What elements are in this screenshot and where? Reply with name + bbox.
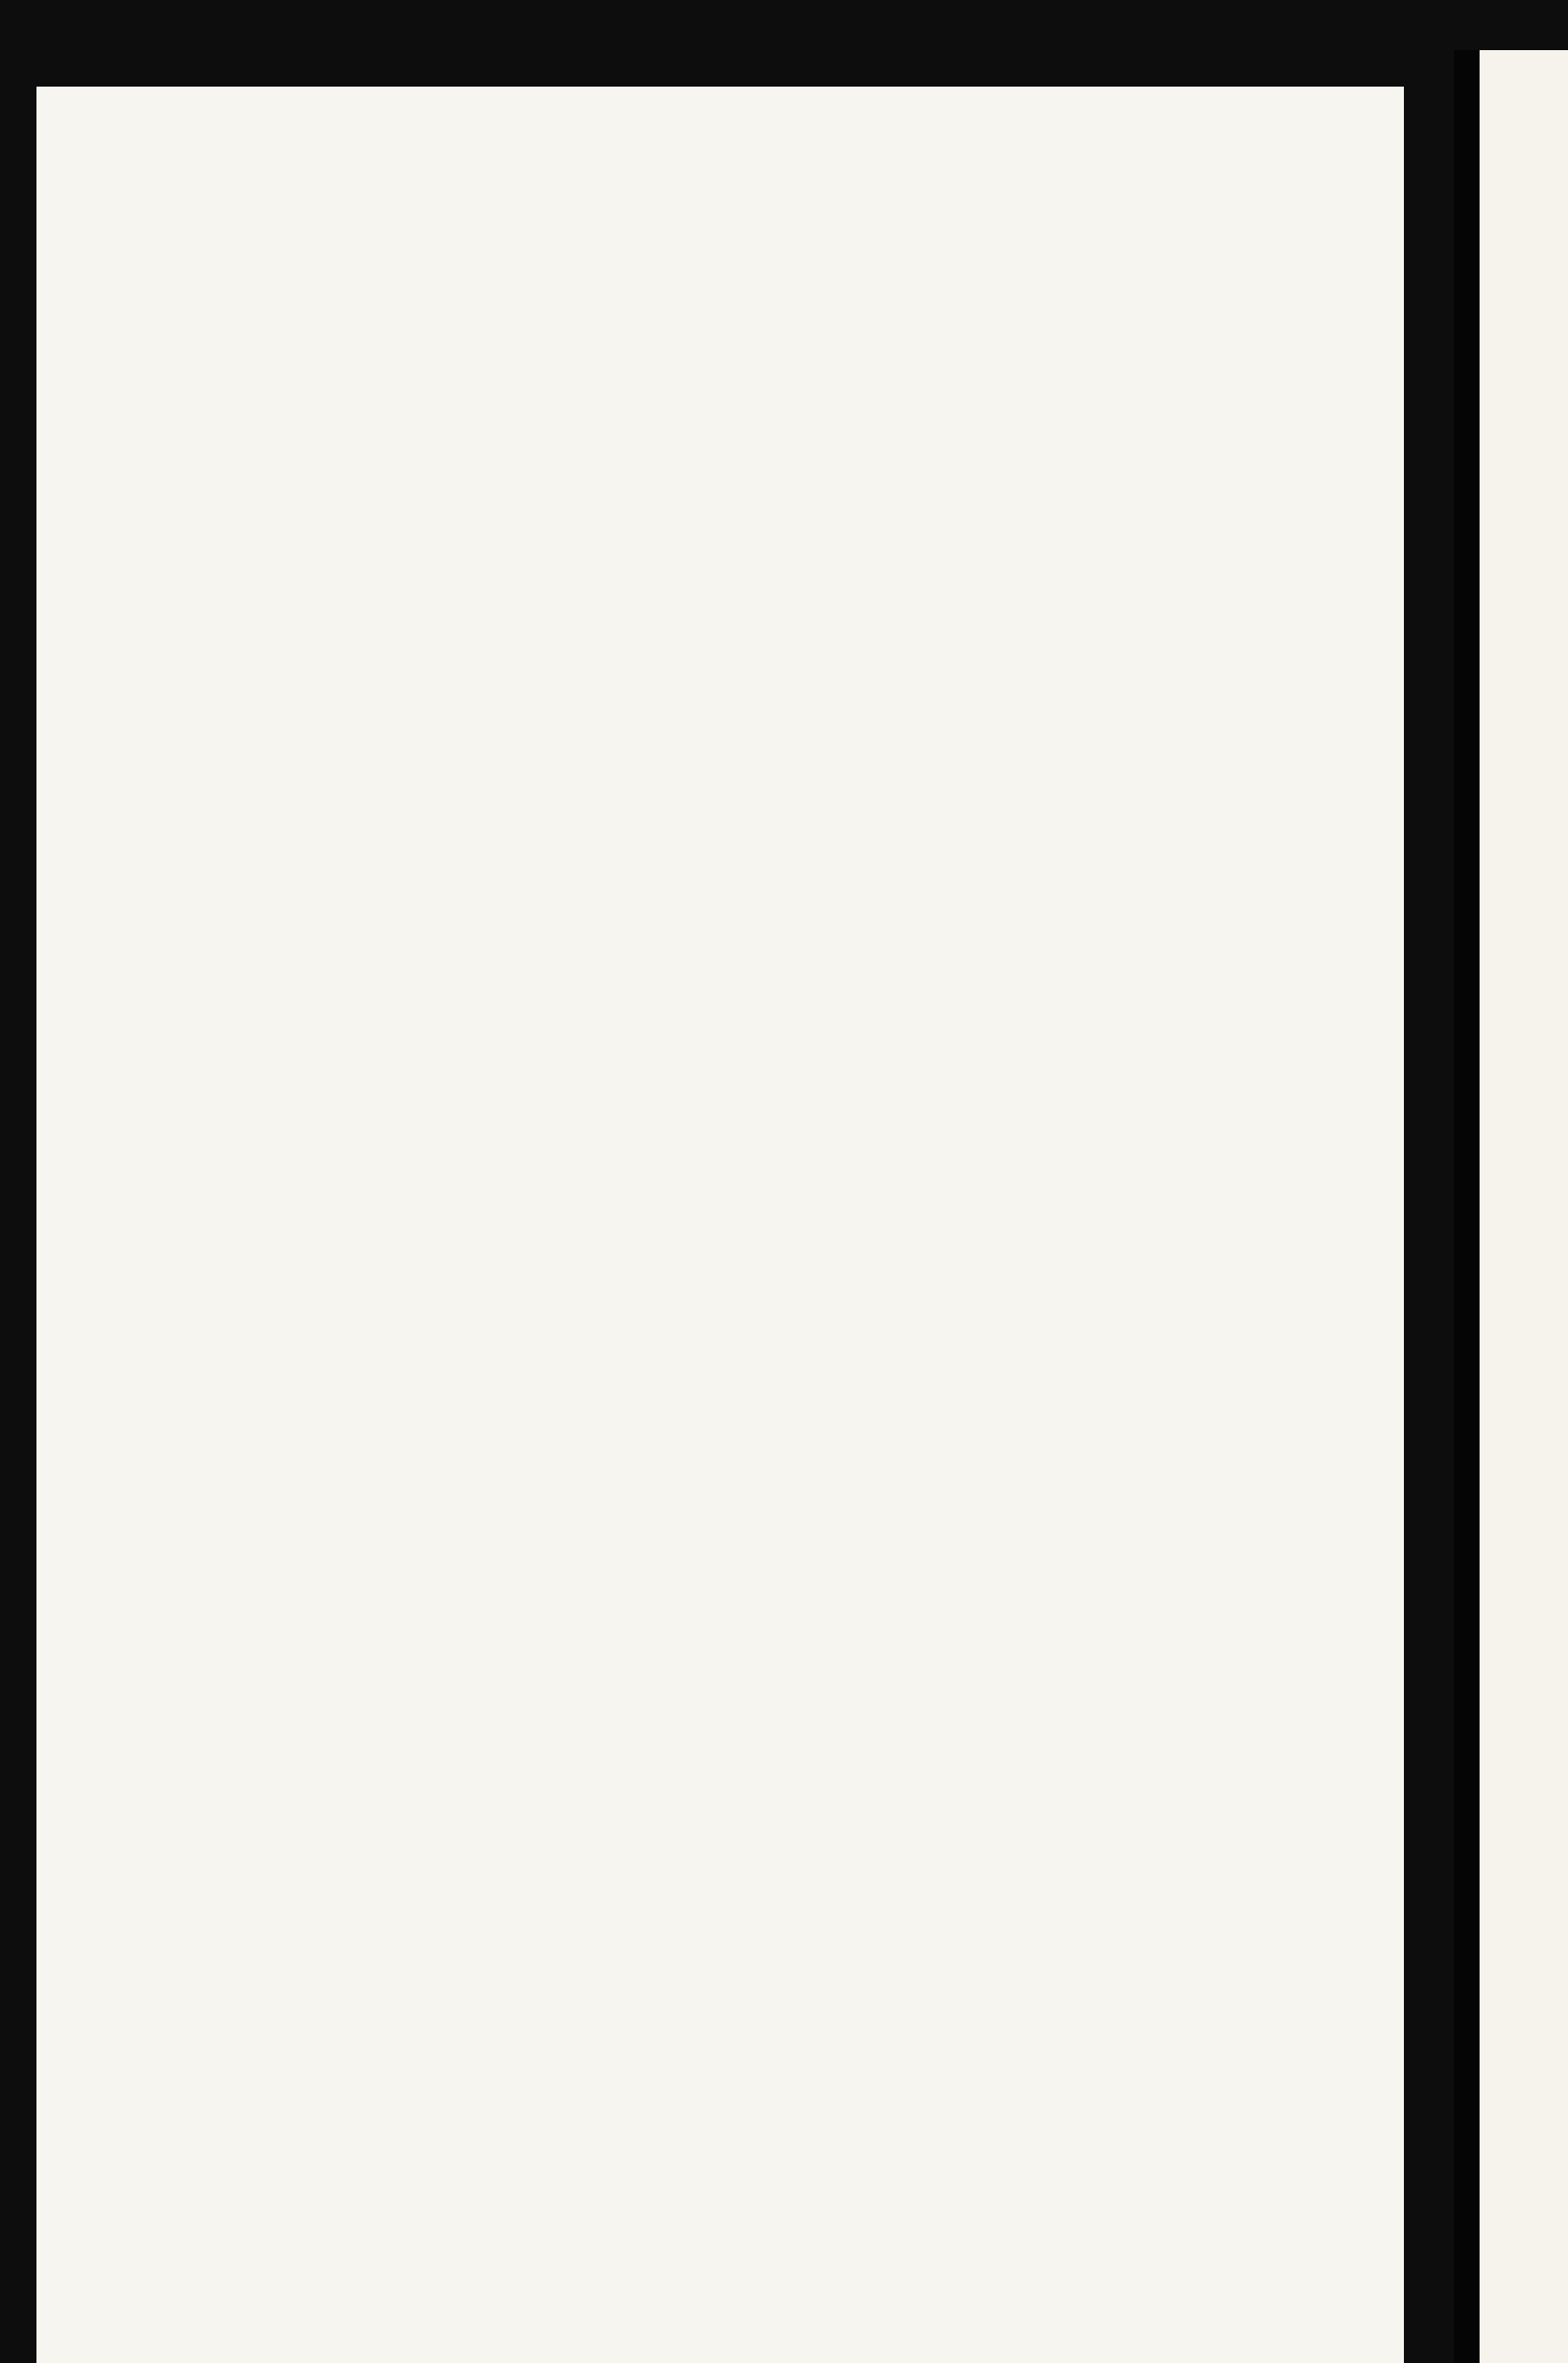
next-page-edge: [1454, 50, 1568, 2363]
book-page: [36, 87, 1404, 2363]
running-head: [223, 224, 1361, 374]
text-block: [223, 224, 1361, 374]
